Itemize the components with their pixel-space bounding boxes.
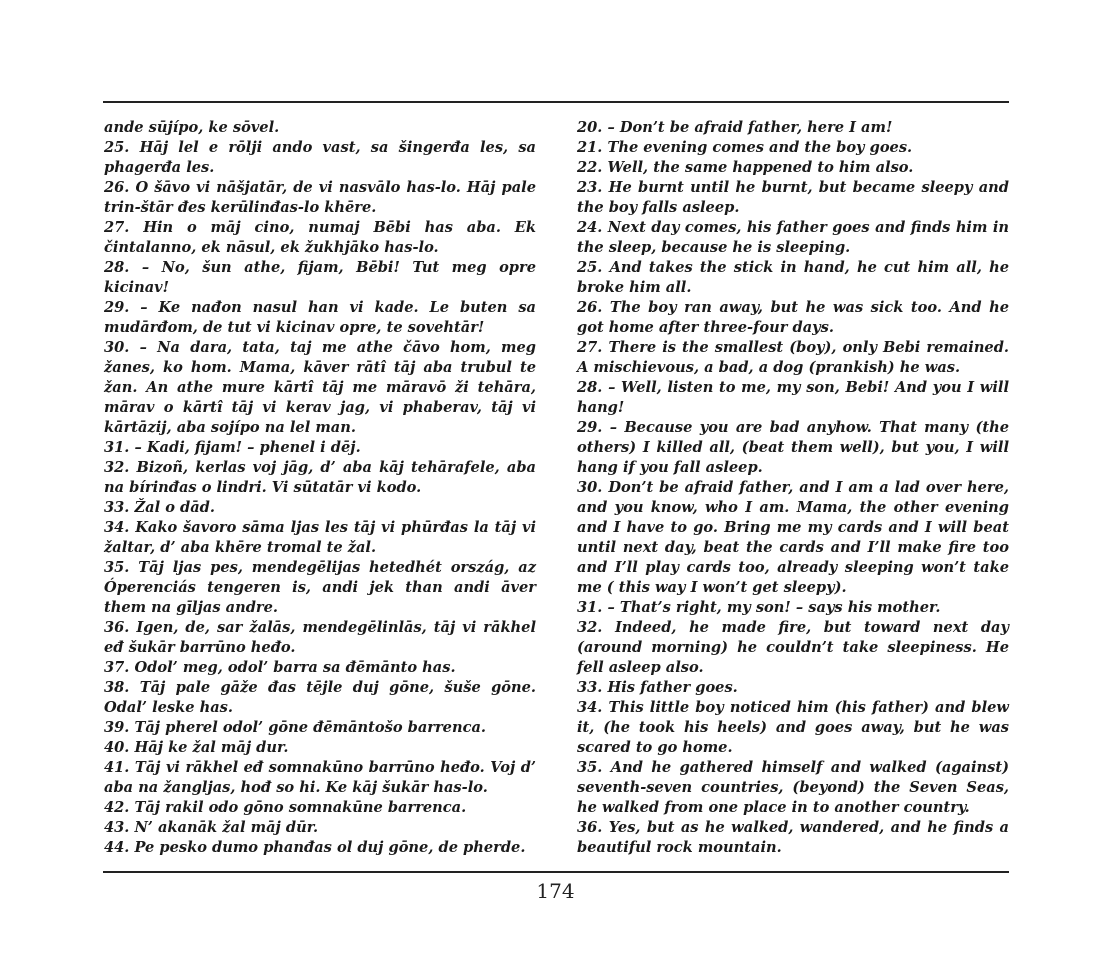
paragraph: 27. There is the smallest (boy), only Bebi remained. A mischievous, a bad, a dog (prankish) he was. xyxy=(577,339,1009,376)
bottom-rule xyxy=(103,871,1009,873)
paragraph: 26. The boy ran away, but he was sick too. And he got home after three-four days. xyxy=(577,299,1009,336)
paragraph: 28. – No, šun athe, fijam, Bēbi! Tut meg opre kicinav! xyxy=(104,259,536,296)
paragraph: 25. Hāj lel e rōlji ando vast, sa šingerđa les, sa phagerđa les. xyxy=(104,139,536,176)
paragraph: 31. – Kadi, fijam! – phenel i dēj. xyxy=(104,439,361,456)
paragraph: 24. Next day comes, his father goes and finds him in the sleep, because he is sleeping. xyxy=(577,219,1009,256)
paragraph: 33. Žal o dād. xyxy=(104,499,215,516)
paragraph: 43. N’ akanāk žal māj dūr. xyxy=(104,819,319,836)
left-column-romani-text xyxy=(104,118,536,858)
paragraph: 23. He burnt until he burnt, but became sleepy and the boy falls asleep. xyxy=(577,179,1009,216)
paragraph: 34. This little boy noticed him (his father) and blew it, (he took his heels) and goes away, but he was scared to go home. xyxy=(577,699,1009,756)
paragraph: 27. Hin o māj cino, numaj Bēbi has aba. Ek čintalanno, ek nāsul, ek žukhjāko has-lo. xyxy=(104,219,536,256)
paragraph: 36. Igen, de, sar žalās, mendegēlinlās, tāj vi rākhel eđ šukār barrūno heđo. xyxy=(104,619,536,656)
paragraph: 32. Indeed, he made fire, but toward next day (around morning) he couldn’t take sleepiness. He fell asleep also. xyxy=(577,619,1009,676)
paragraph: 39. Tāj pherel odol’ gōne đēmāntošo barrenca. xyxy=(104,719,486,736)
paragraph: 44. Pe pesko dumo phanđas ol duj gōne, de pherde. xyxy=(104,839,526,856)
paragraph: 30. – Na dara, tata, taj me athe čāvo hom, meg žanes, ko hom. Mama, kāver rātî tāj aba trubul te žan. An athe mure kārtî tāj me māravō ži tehāra, mārav o kārtî tāj vi kerav jag, vi phaberav, tāj vi kārtāzij, aba sojípo na lel man. xyxy=(104,339,536,436)
paragraph: 35. And he gathered himself and walked (against) seventh-seven countries, (beyond) the Seven Seas, he walked from one place in to another country. xyxy=(577,759,1009,816)
paragraph: 25. And takes the stick in hand, he cut him all, he broke him all. xyxy=(577,259,1009,296)
paragraph: 30. Don’t be afraid father, and I am a lad over here, and you know, who I am. Mama, the other evening and I have to go. Bring me my cards and I will beat until next day, beat the cards and I’ll make fire too and I’ll play cards too, already sleeping won’t take me ( this way I won’t get sleepy). xyxy=(577,479,1009,596)
paragraph: 29. – Ke nađon nasul han vi kade. Le buten sa mudārđom, de tut vi kicinav opre, te sovehtār! xyxy=(104,299,536,336)
top-rule xyxy=(103,101,1009,103)
paragraph: 21. The evening comes and the boy goes. xyxy=(577,139,913,156)
paragraph: 38. Tāj pale gāže đas tējle duj gōne, šuše gōne. Odal’ leske has. xyxy=(104,679,536,716)
paragraph: 41. Tāj vi rākhel eđ somnakūno barrūno heđo. Voj d’ aba na žangljas, hođ so hi. Ke kāj šukār has-lo. xyxy=(104,759,536,796)
right-column-english-translation xyxy=(577,118,1009,858)
paragraph: 29. – Because you are bad anyhow. That many (the others) I killed all, (beat them well), but you, I will hang if you fall asleep. xyxy=(577,419,1009,476)
paragraph: 32. Bizoñ, kerlas voj jāg, d’ aba kāj tehārafele, aba na bírinđas o lindri. Vi sūtatār vi kodo. xyxy=(104,459,536,496)
paragraph: ande sūjípo, ke sōvel. xyxy=(104,119,280,136)
paragraph: 35. Tāj ljas pes, mendegēlijas hetedhét ország, az Óperenciás tengeren is, andi jek than andi āver them na gīljas andre. xyxy=(104,559,536,616)
paragraph: 28. – Well, listen to me, my son, Bebi! And you I will hang! xyxy=(577,379,1009,416)
paragraph: 20. – Don’t be afraid father, here I am! xyxy=(577,119,893,136)
paragraph: 33. His father goes. xyxy=(577,679,738,696)
paragraph: 40. Hāj ke žal māj dur. xyxy=(104,739,289,756)
paragraph: 22. Well, the same happened to him also. xyxy=(577,159,914,176)
paragraph: 31. – That’s right, my son! – says his mother. xyxy=(577,599,941,616)
paragraph: 34. Kako šavoro sāma ljas les tāj vi phūrđas la tāj vi žaltar, d’ aba khēre tromal te žal. xyxy=(104,519,536,556)
paragraph: 37. Odol’ meg, odol’ barra sa đēmānto has. xyxy=(104,659,456,676)
page-number: 174 xyxy=(536,879,575,903)
paragraph: 26. O šāvo vi nāšjatār, de vi nasvālo has-lo. Hāj pale trin-štār đes kerūlinđas-lo khēre. xyxy=(104,179,536,216)
paragraph: 36. Yes, but as he walked, wandered, and he finds a beautiful rock mountain. xyxy=(577,819,1009,856)
paragraph: 42. Tāj rakil odo gōno somnakūne barrenca. xyxy=(104,799,467,816)
